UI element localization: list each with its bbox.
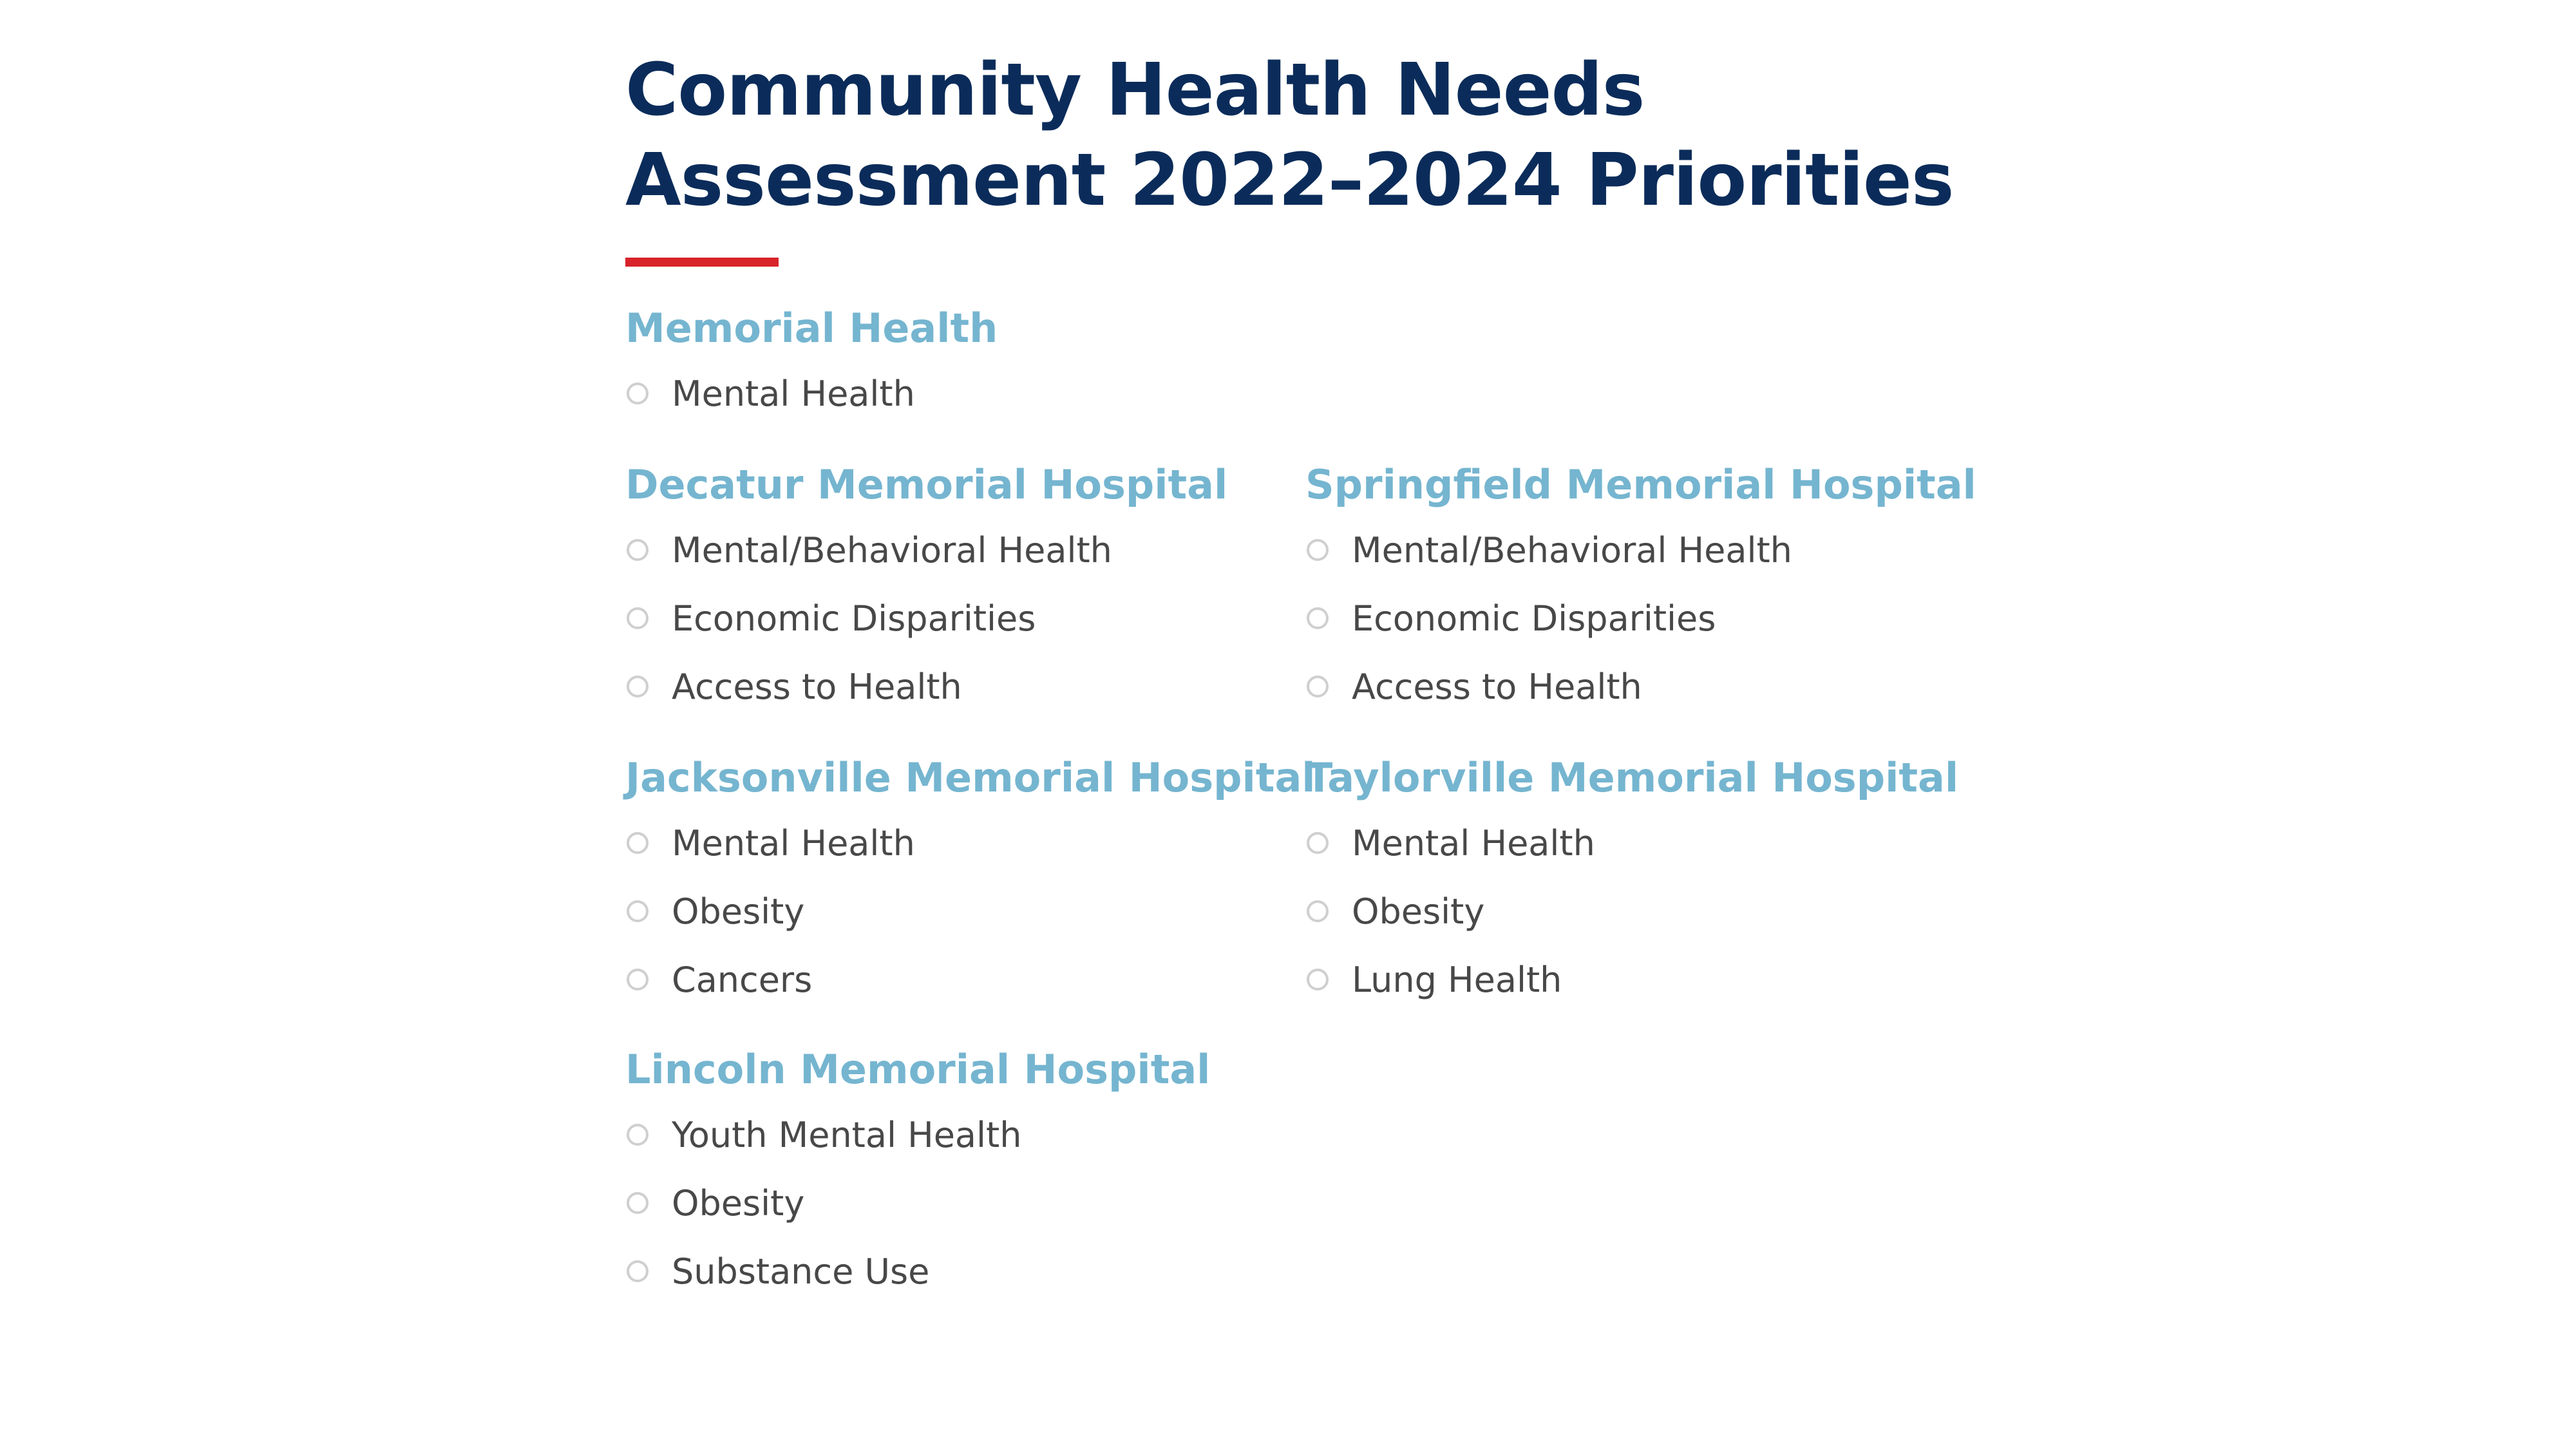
radio-circle-icon[interactable] [627, 969, 649, 990]
priority-item[interactable] [1305, 652, 1976, 721]
radio-circle-icon[interactable] [627, 383, 649, 404]
priority-label: Access to Health [1352, 666, 1642, 707]
priority-item[interactable] [1305, 809, 1958, 877]
priority-label: Substance Use [672, 1251, 930, 1292]
priority-item[interactable] [625, 809, 1316, 877]
priority-label: Economic Disparities [672, 598, 1036, 639]
radio-circle-icon[interactable] [1307, 676, 1329, 697]
radio-circle-icon[interactable] [1307, 969, 1329, 990]
priority-item[interactable] [625, 1101, 1210, 1169]
priority-item[interactable] [1305, 877, 1958, 945]
radio-circle-icon[interactable] [1307, 900, 1329, 922]
radio-circle-icon[interactable] [627, 539, 649, 561]
priority-item[interactable] [625, 1237, 1210, 1305]
title-accent-bar [625, 258, 779, 267]
priority-item[interactable] [1305, 516, 1976, 584]
priority-label: Obesity [672, 1182, 805, 1224]
section-memorial-health [625, 303, 998, 428]
radio-circle-icon[interactable] [627, 1260, 649, 1282]
section-springfield-memorial-hospital [1305, 459, 1976, 721]
priority-list [625, 359, 998, 428]
page-title-line-2: Assessment 2022–2024 Priorities [625, 138, 1954, 222]
radio-circle-icon[interactable] [1307, 832, 1329, 854]
radio-circle-icon[interactable] [1307, 607, 1329, 629]
priority-item[interactable] [625, 1169, 1210, 1237]
priority-item[interactable] [625, 652, 1227, 721]
priority-list [625, 1101, 1210, 1305]
section-taylorville-memorial-hospital [1305, 752, 1958, 1014]
priority-label: Obesity [1352, 891, 1485, 932]
priority-label: Lung Health [1352, 959, 1562, 1000]
page-title-line-1: Community Health Needs [625, 48, 1645, 132]
priority-item[interactable] [625, 359, 998, 428]
priority-item[interactable] [625, 945, 1316, 1014]
priority-label: Mental Health [672, 373, 915, 414]
radio-circle-icon[interactable] [1307, 539, 1329, 561]
radio-circle-icon[interactable] [627, 1124, 649, 1146]
section-heading: Taylorville Memorial Hospital [1305, 754, 1959, 801]
section-jacksonville-memorial-hospital [625, 752, 1316, 1014]
section-heading: Lincoln Memorial Hospital [625, 1046, 1211, 1093]
priority-label: Economic Disparities [1352, 598, 1716, 639]
section-decatur-memorial-hospital [625, 459, 1227, 721]
section-heading: Decatur Memorial Hospital [625, 461, 1228, 508]
priority-label: Access to Health [672, 666, 962, 707]
priority-list [1305, 516, 1976, 721]
priority-label: Youth Mental Health [672, 1114, 1022, 1155]
content [625, 45, 1978, 267]
section-heading: Memorial Health [625, 305, 998, 352]
section-lincoln-memorial-hospital [625, 1044, 1210, 1305]
priority-label: Mental/Behavioral Health [672, 529, 1112, 571]
priority-item[interactable] [1305, 945, 1958, 1014]
priority-label: Mental Health [1352, 822, 1595, 864]
section-heading: Springfield Memorial Hospital [1305, 461, 1976, 508]
radio-circle-icon[interactable] [627, 676, 649, 697]
priority-item[interactable] [625, 516, 1227, 584]
radio-circle-icon[interactable] [627, 900, 649, 922]
priority-label: Mental/Behavioral Health [1352, 529, 1792, 571]
priority-label: Cancers [672, 959, 813, 1000]
priority-list [1305, 809, 1958, 1014]
priority-label: Obesity [672, 891, 805, 932]
radio-circle-icon[interactable] [627, 607, 649, 629]
priority-item[interactable] [625, 877, 1316, 945]
radio-circle-icon[interactable] [627, 832, 649, 854]
radio-circle-icon[interactable] [627, 1192, 649, 1214]
page-title [625, 45, 1954, 225]
priority-item[interactable] [1305, 584, 1976, 652]
priority-label: Mental Health [672, 822, 915, 864]
section-heading: Jacksonville Memorial Hospital [625, 754, 1316, 801]
priority-list [625, 516, 1227, 721]
priority-item[interactable] [625, 584, 1227, 652]
priority-list [625, 809, 1316, 1014]
